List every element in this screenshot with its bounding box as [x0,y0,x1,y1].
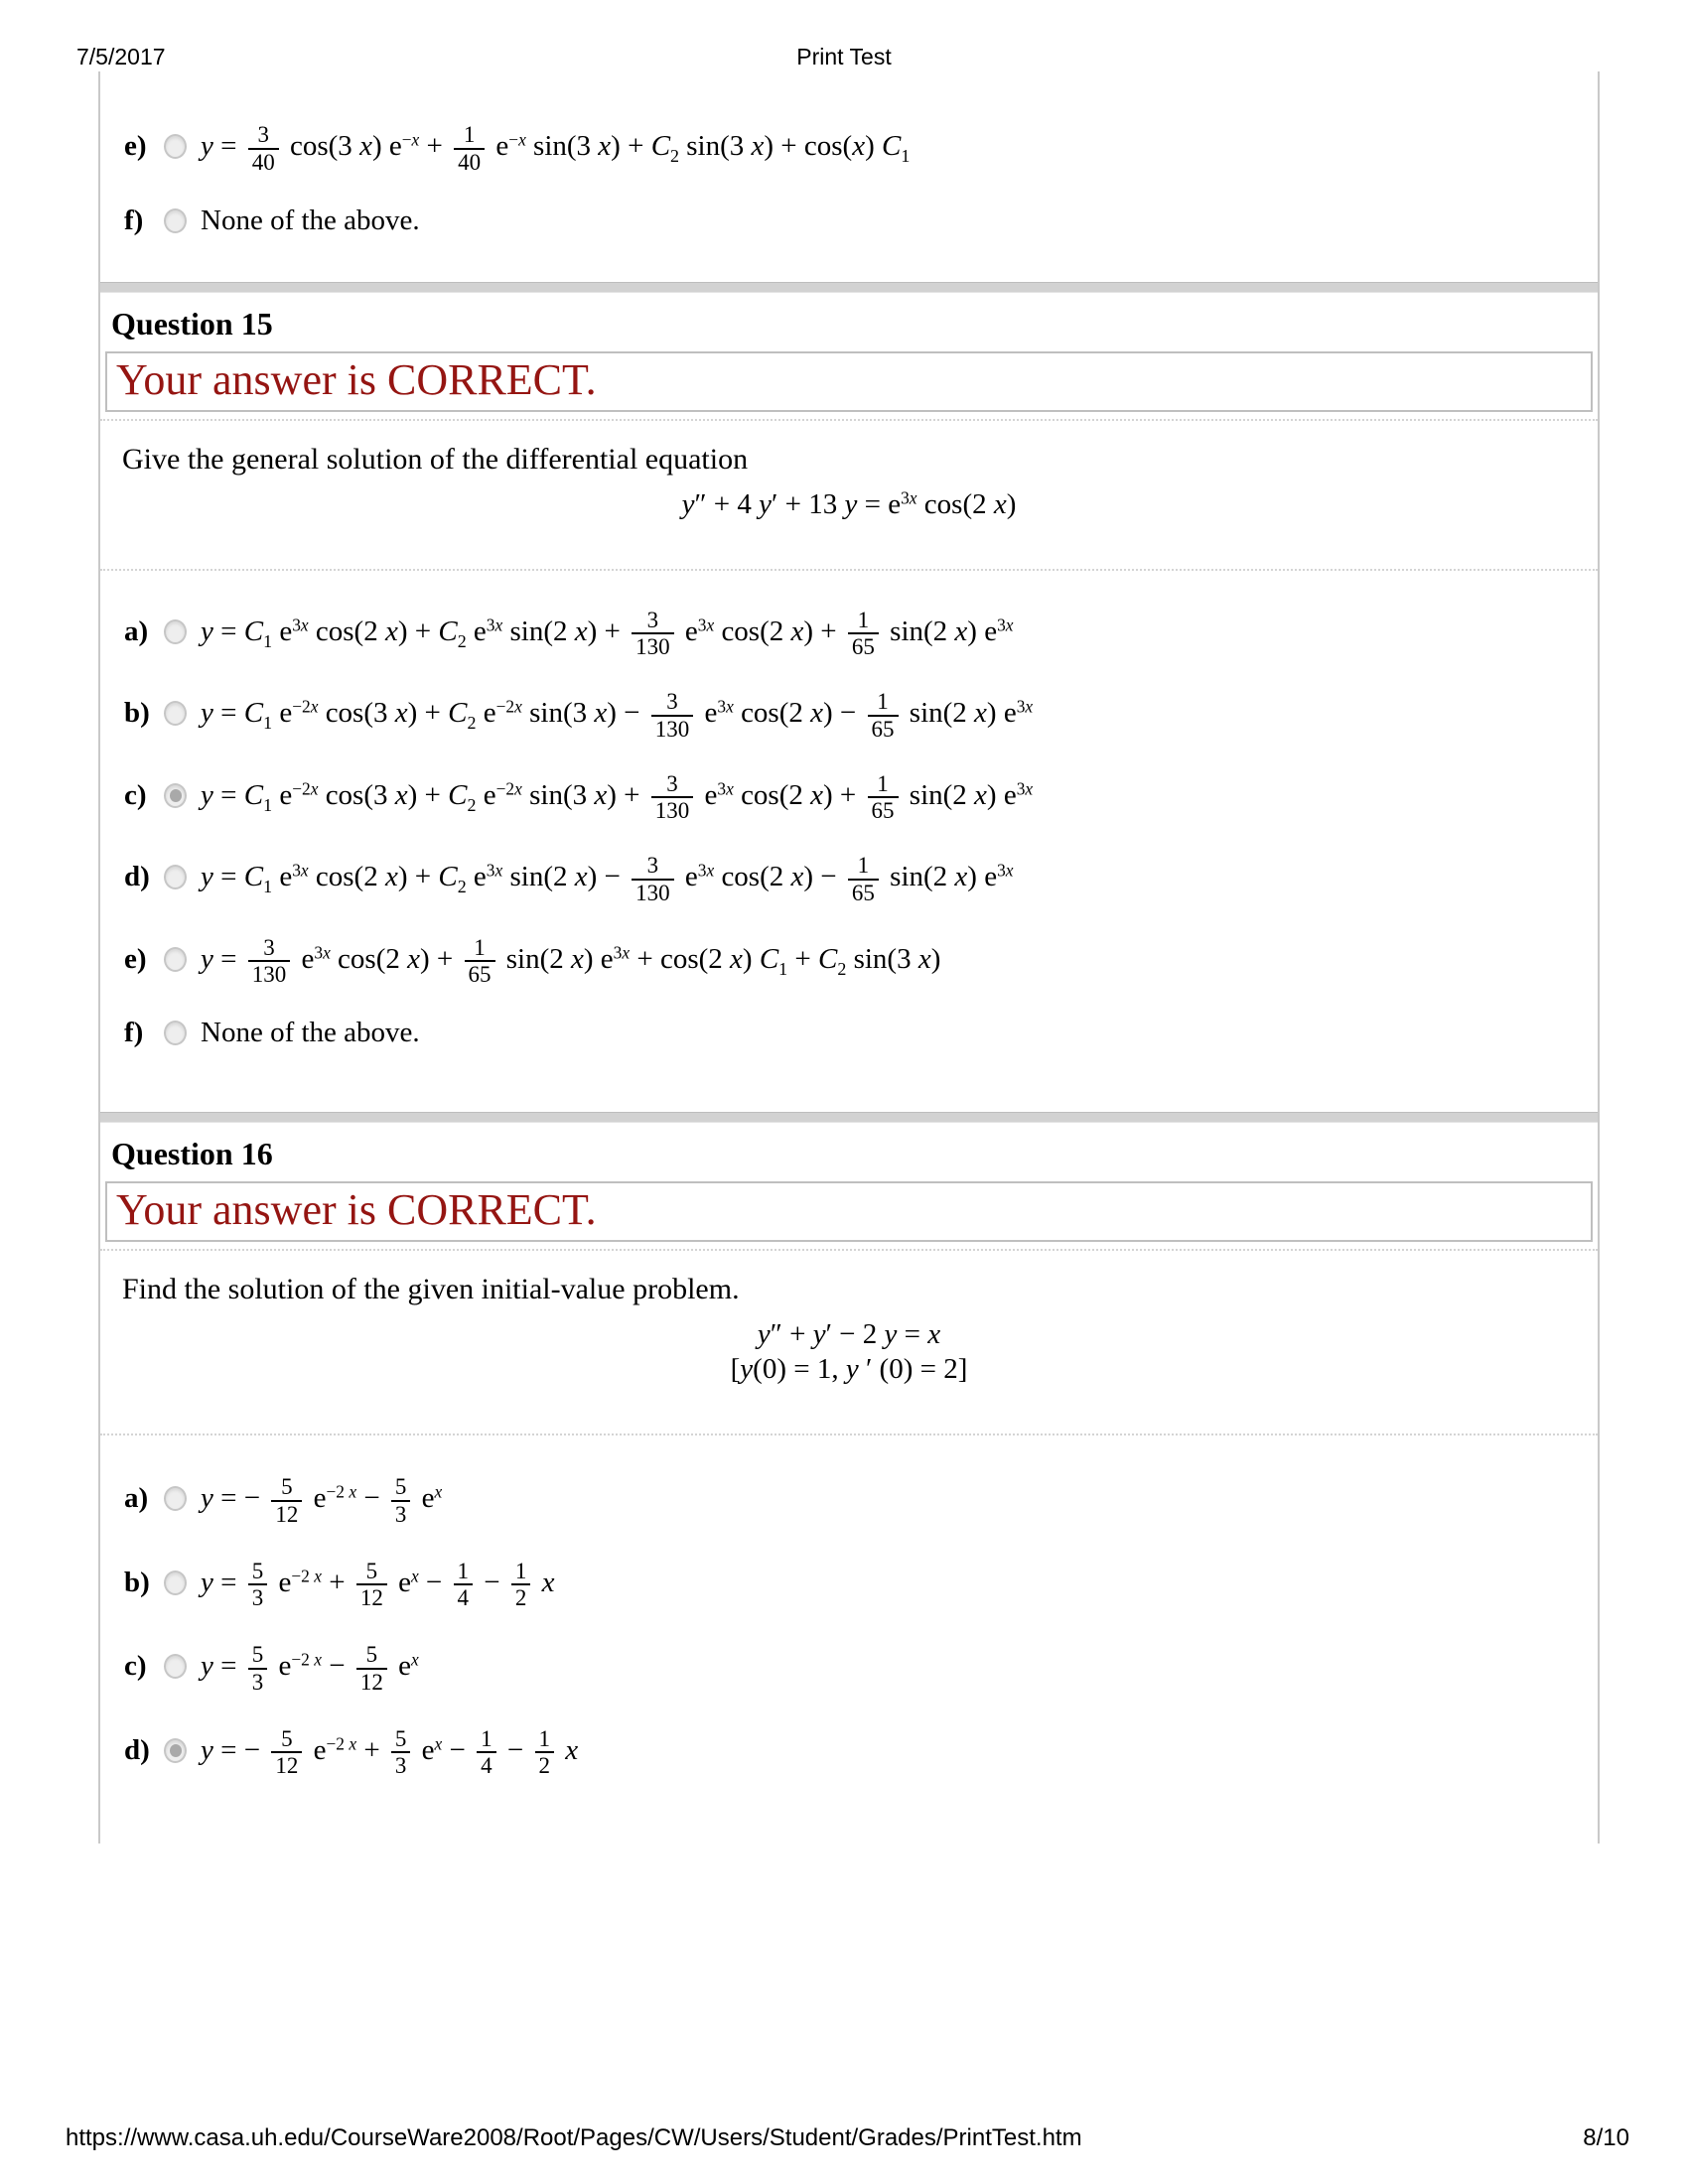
header-date: 7/5/2017 [76,44,166,69]
question-title: Question 16 [111,1136,273,1171]
option-label: f) [124,1017,144,1048]
option-formula: y = $\frac{3}{130}$ $e^{3x}$ cos(2 x) + $\frac{1}{65}$ sin(2 x) $e^{3x} + \cos(2$ x) $C_1 + C_2$ sin(3 x) [201,934,941,988]
option-formula: $y = C_1$ $e^{-2x}$ cos(3 $x) + C_2$ $e^{-2x}$ sin(3 x) − $\frac{3}{130}$ $e^{3x}$ cos(2 x) − $\frac{1}{65}$ sin(2 x) $e^{3x}$ [201,689,1034,742]
result-banner: Your answer is CORRECT. [105,1181,1593,1242]
radio-button[interactable] [164,1570,187,1595]
option-text: None of the above. [201,204,420,236]
footer-url: https://www.casa.uh.edu/CourseWare2008/Root/Pages/CW/Users/Student/Grades/PrintTest.htm [66,2124,1082,2151]
option-label: e) [124,942,147,975]
content-sheet [98,71,1600,1843]
option-formula: $y = C_1$ $e^{-2x}$ cos(3 $x) + C_2$ $e^{-2x}$ sin(3 x) + $\frac{3}{130}$ $e^{3x}$ cos(2 x) + $\frac{1}{65}$ sin(2 x) $e^{3x}$ [201,770,1034,824]
option-formula: y = − $\frac{5}{12}$ $e^{-2 x}$ + $\frac{5}{3}$ $e^x$ − $\frac{1}{4}$ − $\frac{1}{2}$ x [201,1725,579,1779]
radio-button[interactable] [164,865,187,889]
equation: y″ + y′ − 2 y = x [757,1318,941,1350]
equation: y″ + 4 y′ + 13 $y = e^{3x}$ cos(2 x) [681,486,1017,520]
option-formula: $y = C_1$ $e^{3x}$ cos(2 $x) + C_2$ $e^{3x}$ sin(2 x) + $\frac{3}{130}$ $e^{3x}$ cos(2 x) + $\frac{1}{65}$ sin(2 x) $e^{3x}$ [201,607,1014,660]
page-title: Print Test [796,44,892,69]
radio-button[interactable] [164,947,187,972]
radio-button[interactable] [164,1021,187,1045]
equation: [y(0) = 1, y ′ (0) = 2] [730,1353,968,1385]
option-label: c) [124,1650,147,1683]
result-banner: Your answer is CORRECT. [105,351,1593,412]
option-label: f) [124,204,144,236]
option-formula: y = $\frac{5}{3}$ $e^{-2 x}$ + $\frac{5}{12}$ $e^x$ − $\frac{1}{4}$ − $\frac{1}{2}$ x [201,1558,555,1611]
radio-button[interactable] [164,134,187,159]
question-prompt: Find the solution of the given initial-value problem. [122,1273,740,1305]
option-label: a) [124,1482,149,1515]
radio-button[interactable] [164,1738,187,1763]
option-label: a) [124,614,149,647]
option-row [124,1017,1580,1049]
answer-options [100,71,1598,282]
question-body [100,419,1598,571]
question-16-section [100,1123,1598,1843]
option-row [124,122,1580,176]
option-text: None of the above. [201,1017,420,1048]
option-label: b) [124,1566,150,1598]
option-formula: $y = C_1$ $e^{3x}$ cos(2 $x) + C_2$ $e^{3x}$ sin(2 x) − $\frac{3}{130}$ $e^{3x}$ cos(2 x) − $\frac{1}{65}$ sin(2 x) $e^{3x}$ [201,853,1014,905]
question-14-continued [100,71,1598,282]
radio-button[interactable] [164,619,187,644]
print-footer [66,2124,1629,2152]
print-header [0,44,1688,73]
option-row [124,608,1580,661]
option-label: d) [124,861,150,893]
option-formula: y = $\frac{5}{3}$ $e^{-2 x}$ − $\frac{5}{12}$ $e^x$ [201,1642,419,1695]
answer-options [100,1435,1598,1843]
option-label: c) [124,778,147,811]
option-row [124,935,1580,989]
question-title: Question 15 [111,305,273,341]
option-row [124,689,1580,743]
option-row [124,1474,1580,1528]
question-15-section [100,293,1598,1113]
option-label: d) [124,1733,150,1766]
radio-button[interactable] [164,1486,187,1511]
option-formula: y = − $\frac{5}{12}$ $e^{-2 x}$ − $\frac{5}{3}$ $e^x$ [201,1474,443,1527]
option-label: e) [124,130,147,163]
option-formula: y = $\frac{3}{40}$ cos(3 x) $e^{-x}$ + $\frac{1}{40}$ $e^{-x}$ sin(3 $x) + C_2$ sin(3 x) + cos(x) $C_1$ [201,122,911,175]
radio-button[interactable] [164,1654,187,1679]
question-body [100,1249,1598,1435]
option-row [124,205,1580,237]
option-label: b) [124,697,150,730]
answer-options [100,571,1598,1113]
question-prompt: Give the general solution of the differential equation [122,442,749,476]
option-row [124,1559,1580,1612]
section-divider [100,282,1598,293]
section-divider [100,1112,1598,1123]
radio-button[interactable] [164,701,187,726]
option-row [124,1726,1580,1780]
option-row [124,1642,1580,1696]
option-row [124,853,1580,906]
radio-button[interactable] [164,208,187,233]
option-row [124,771,1580,825]
radio-button[interactable] [164,783,187,808]
footer-page-number: 8/10 [1583,2124,1629,2151]
